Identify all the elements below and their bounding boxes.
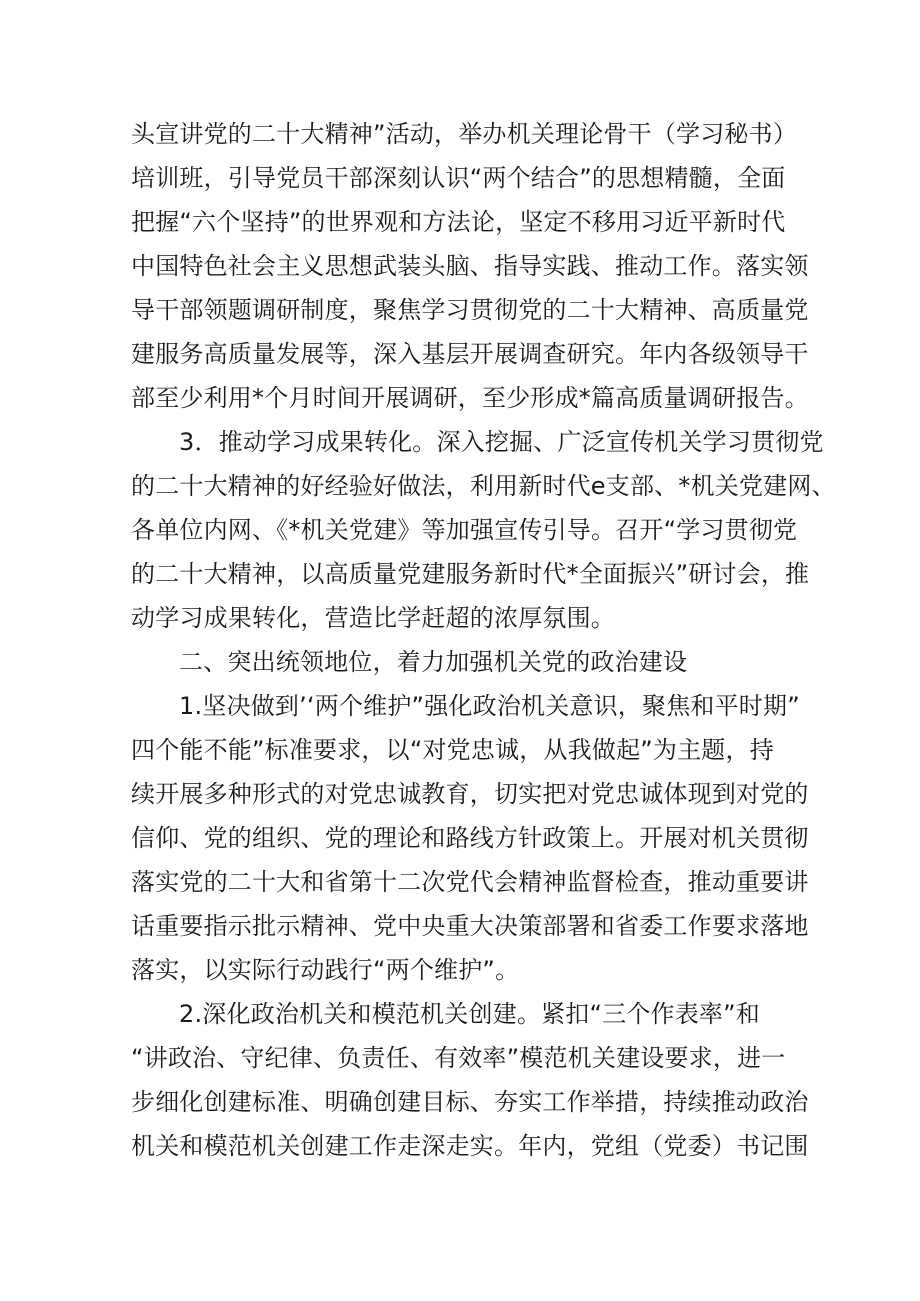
text-line: 把握“六个坚持”的世界观和方法论，坚定不移用习近平新时代 — [131, 208, 786, 236]
text-line: 动学习成果转化，营造比学赶超的浓厚氛围。 — [131, 604, 615, 632]
section-heading: 二、突出统领地位，着力加强机关党的政治建设 — [179, 648, 688, 676]
text-line: 落实，以实际行动践行“两个维护”。 — [131, 956, 520, 984]
text-line: 续开展多种形式的对党忠诚教育，切实把对党忠诚体现到对党的 — [131, 780, 809, 808]
text-line: 的二十大精神，以高质量党建服务新时代*全面振兴”研讨会，推 — [131, 560, 810, 588]
text-line: 头宣讲党的二十大精神”活动，举办机关理论骨干（学习秘书） — [131, 120, 798, 148]
text-line: 步细化创建标准、明确创建目标、夯实工作举措，持续推动政治 — [131, 1088, 809, 1116]
text-line: 四个能不能”标准要求，以“对党忠诚，从我做起”为主题，持 — [131, 736, 774, 764]
text-line: 落实党的二十大和省第十二次党代会精神监督检查，推动重要讲 — [131, 868, 809, 896]
text-line: “讲政治、守纪律、负责任、有效率”模范机关建设要求，进一 — [131, 1044, 786, 1072]
paragraph-start-line: 1.坚决做到’‘两个维护”强化政治机关意识，聚焦和平时期” — [179, 692, 800, 720]
text-line: 导干部领题调研制度，聚焦学习贯彻党的二十大精神、高质量党 — [131, 296, 809, 324]
text-line: 话重要指示批示精神、党中央重大决策部署和省委工作要求落地 — [131, 912, 809, 940]
text-line: 的二十大精神的好经验好做法，利用新时代e支部、*机关党建网、 — [131, 472, 836, 500]
document-body — [131, 112, 836, 1168]
paragraph-start-line: 3．推动学习成果转化。深入挖掘、广泛宣传机关学习贯彻党 — [179, 428, 824, 456]
text-line: 建服务高质量发展等，深入基层开展调查研究。年内各级领导干 — [131, 340, 809, 368]
paragraph-start-line: 2.深化政治机关和模范机关创建。紧扣“三个作表率”和 — [179, 1000, 760, 1028]
text-line: 机关和模范机关创建工作走深走实。年内，党组（党委）书记围 — [131, 1132, 809, 1160]
text-line: 信仰、党的组织、党的理论和路线方针政策上。开展对机关贯彻 — [131, 824, 809, 852]
text-line: 中国特色社会主义思想武装头脑、指导实践、推动工作。落实领 — [131, 252, 809, 280]
text-line: 培训班，引导党员干部深刻认识“两个结合”的思想精髓，全面 — [131, 164, 786, 192]
text-line: 部至少利用*个月时间开展调研，至少形成*篇高质量调研报告。 — [131, 384, 809, 412]
text-line: 各单位内网、《*机关党建》等加强宣传引导。召开“学习贯彻党 — [131, 516, 798, 544]
